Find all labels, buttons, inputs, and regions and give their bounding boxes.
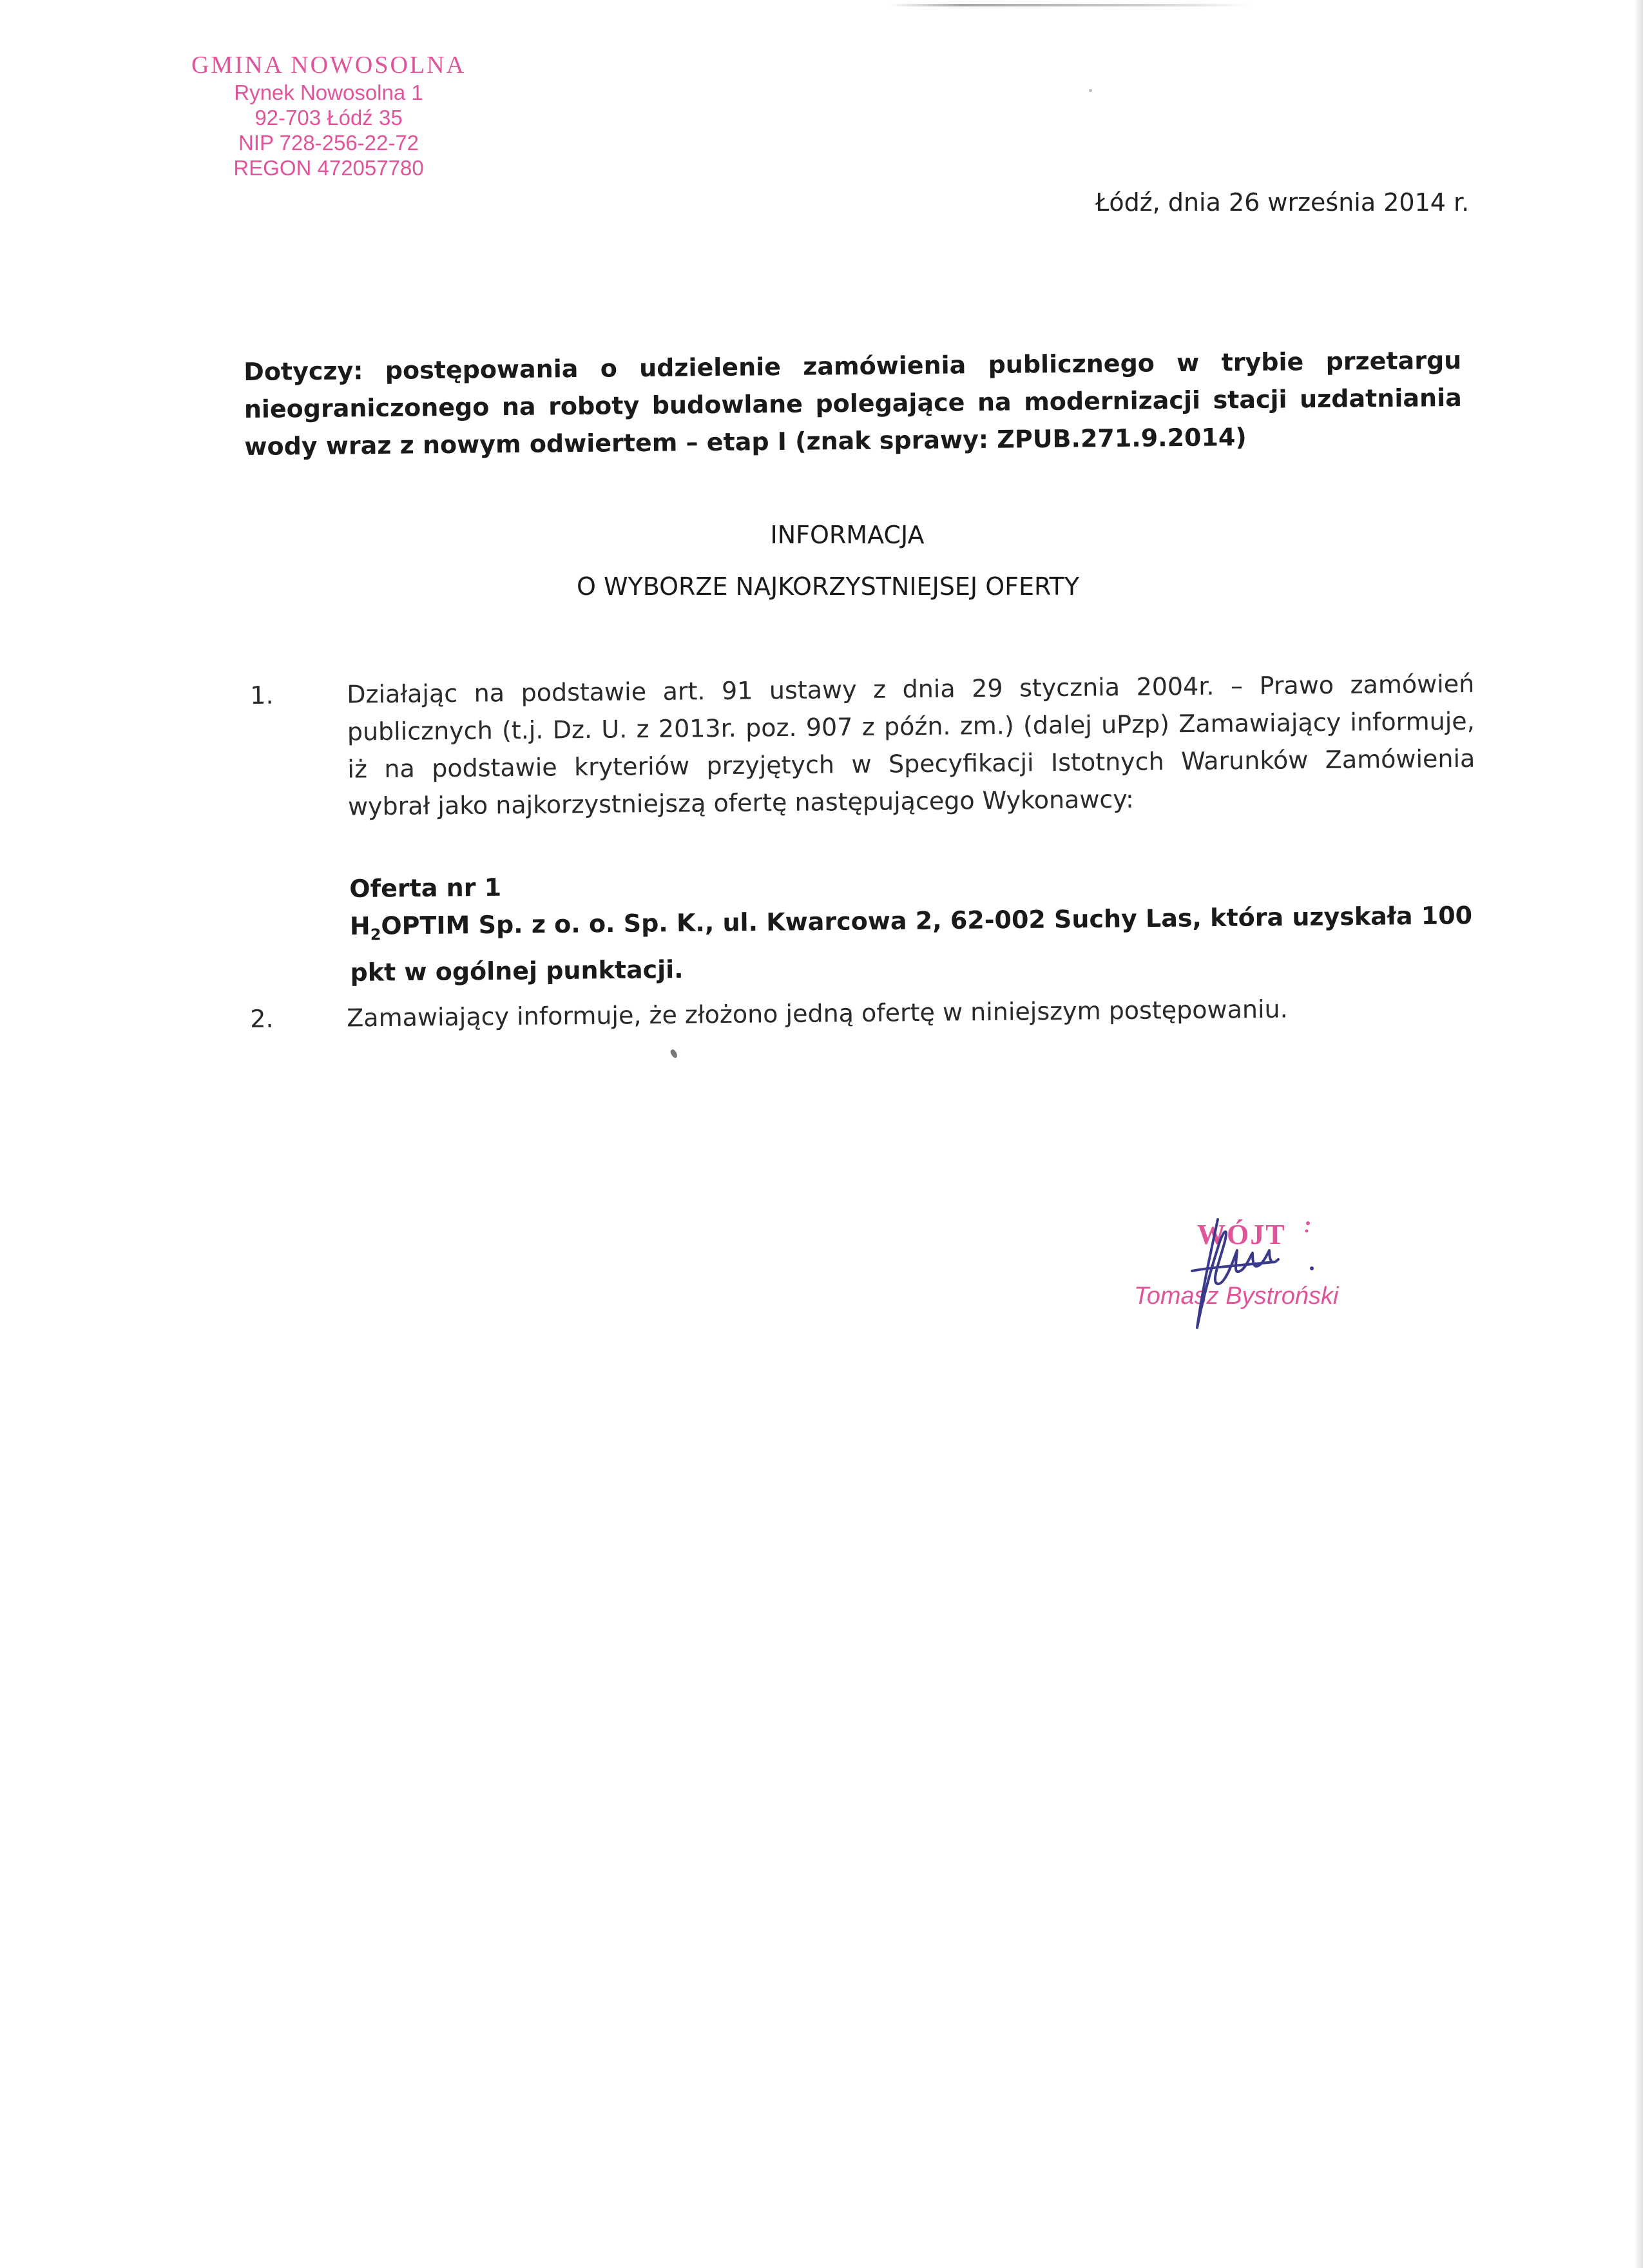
list-item-text: Zamawiający informuje, że złożono jedną ofertę w niniejszym postępowaniu. <box>347 994 1288 1032</box>
stamp-address: Rynek Nowosolna 1 <box>234 81 423 104</box>
offer-title: Oferta nr 1 <box>349 873 502 903</box>
signature-title-stamp: WÓJT <box>1197 1219 1286 1250</box>
list-item <box>250 665 1475 826</box>
stamp-postal: 92-703 Łódź 35 <box>255 106 403 130</box>
offer-details <box>350 897 1475 991</box>
list-item-number: 1. <box>250 681 274 710</box>
municipality-stamp <box>187 50 470 180</box>
document-heading: INFORMACJA <box>770 521 925 549</box>
scan-edge-shadow <box>1634 0 1643 2268</box>
handwritten-signature <box>1121 1205 1379 1347</box>
scan-speck <box>1089 89 1092 92</box>
document-date: Łódź, dnia 26 września 2014 r. <box>1095 188 1470 217</box>
company-name-subscript: 2 <box>370 926 381 944</box>
scan-speck <box>669 1049 678 1059</box>
list-item <box>250 989 1474 1038</box>
stamp-regon: REGON 472057780 <box>233 156 424 180</box>
stamp-name: GMINA NOWOSOLNA <box>191 52 466 79</box>
scan-edge-mark <box>889 4 1250 6</box>
stamp-nip: NIP 728-256-22-72 <box>238 131 419 155</box>
list-item-text: Działając na podstawie art. 91 ustawy z dnia 29 stycznia 2004r. – Prawo zamówień publicznych (t.j. Dz. U. z 2013r. poz. 907 z późn. zm.) (dalej uPzp) Zamawiający informuje, iż na podstawie kryteriów przyjętych w Specyfikacji Istotnych Warunków Zamówienia wybrał jako najkorzystniejszą ofertę następującego Wykonawcy: <box>347 669 1475 821</box>
document-subheading: O WYBORZE NAJKORZYSTNIEJSEJ OFERTY <box>576 572 1080 601</box>
offer-description: OPTIM Sp. z o. o. Sp. K., ul. Kwarcowa 2, 62-002 Suchy Las, która uzyskała 100 pkt w ogólnej punktacji. <box>350 901 1473 987</box>
signature-block <box>1121 1205 1379 1347</box>
signature-name-stamp: Tomasz Bystroński <box>1134 1283 1339 1310</box>
subject-paragraph: Dotyczy: postępowania o udzielenie zamówienia publicznego w trybie przetargu nieograniczonego na roboty budowlane polegające na modernizacji stacji uzdatniania wody wraz z nowym odwiertem – etap I (znak sprawy: ZPUB.271.9.2014) <box>244 345 1462 461</box>
list-item-number: 2. <box>250 1004 274 1033</box>
selected-offer <box>349 859 1475 991</box>
company-name-prefix: H <box>349 911 370 940</box>
